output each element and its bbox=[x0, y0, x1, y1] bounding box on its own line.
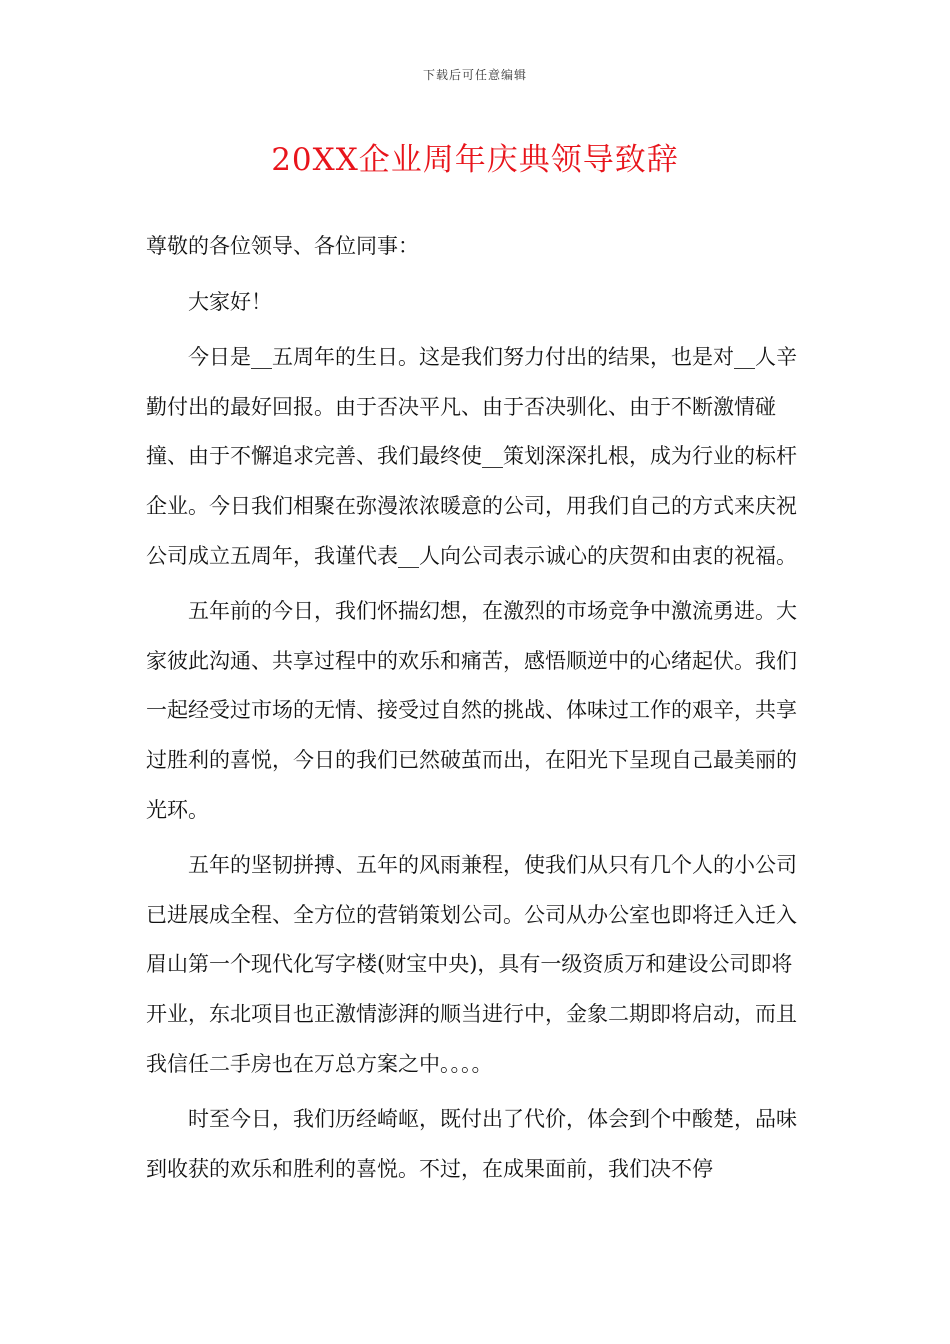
paragraph-growth: 五年的坚韧拼搏、五年的风雨兼程，使我们从只有几个人的小公司已进展成全程、全方位的营销策划公司。公司从办公室也即将迁入迁入眉山第一个现代化写字楼(财宝中央)，具有一级资质万和建设公司即将开业，东北项目也正激情澎湃的顺当进行中，金象二期即将启动，而且我信任二手房也在万总方案之中。。。。 bbox=[146, 853, 797, 1076]
document-body bbox=[146, 222, 806, 1194]
paragraph-today: 时至今日，我们历经崎岖，既付出了代价，体会到个中酸楚，品味到收获的欢乐和胜利的喜悦。不过，在成果面前，我们决不停 bbox=[146, 1107, 797, 1181]
header-note: 下载后可任意编辑 bbox=[422, 68, 527, 82]
paragraph-five-years-ago: 五年前的今日，我们怀揣幻想，在激烈的市场竞争中激流勇进。大家彼此沟通、共享过程中的欢乐和痛苦，感悟顺逆中的心绪起伏。我们一起经受过市场的无情、接受过自然的挑战、体味过工作的艰辛，共享过胜利的喜悦，今日的我们已然破茧而出，在阳光下呈现自己最美丽的光环。 bbox=[146, 599, 797, 822]
paragraph-anniversary: 今日是__五周年的生日。这是我们努力付出的结果，也是对__人辛勤付出的最好回报。由于否决平凡、由于否决驯化、由于不断激情碰撞、由于不懈追求完善、我们最终使__策划深深扎根，成为行业的标杆企业。今日我们相聚在弥漫浓浓暖意的公司，用我们自己的方式来庆祝公司成立五周年，我谨代表__人向公司表示诚心的庆贺和由衷的祝福。 bbox=[146, 345, 797, 568]
paragraph-greeting: 大家好！ bbox=[188, 289, 272, 314]
document-title: 20XX企业周年庆典领导致辞 bbox=[271, 142, 679, 178]
salutation: 尊敬的各位领导、各位同事： bbox=[146, 234, 419, 258]
